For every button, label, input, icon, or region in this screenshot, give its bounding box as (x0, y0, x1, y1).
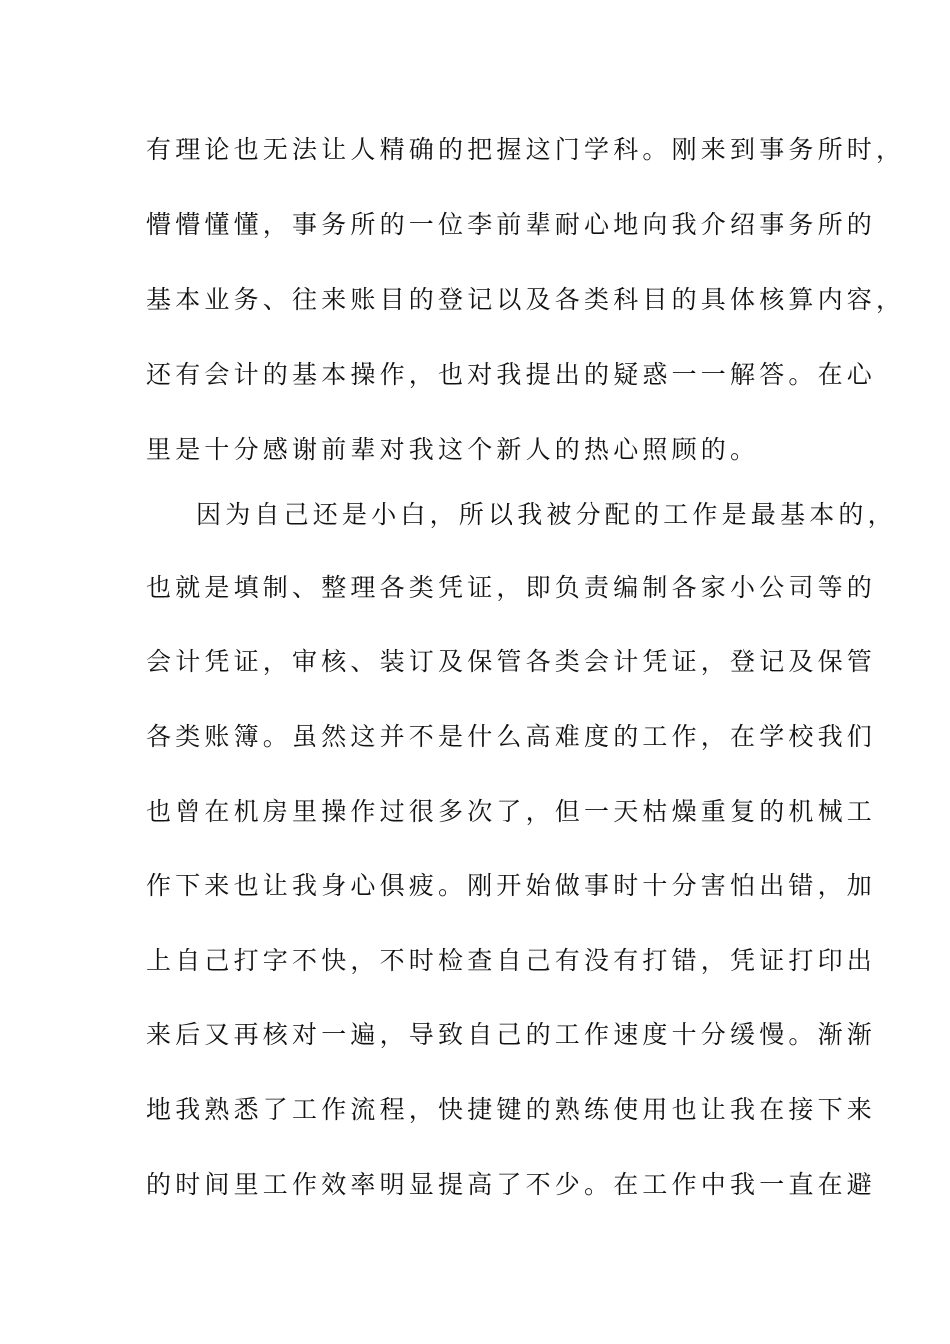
text-line: 的时间里工作效率明显提高了不少。在工作中我一直在避 (146, 1170, 877, 1199)
paragraph-first-line: 因为自己还是小白，所以我被分配的工作是最基本的， (196, 500, 897, 529)
text-line: 里是十分感谢前辈对我这个新人的热心照顾的。 (146, 435, 760, 464)
text-line: 也就是填制、整理各类凭证，即负责编制各家小公司等的 (146, 573, 877, 602)
text-line: 来后又再核对一遍，导致自己的工作速度十分缓慢。渐渐 (146, 1020, 877, 1049)
text-line: 还有会计的基本操作，也对我提出的疑惑一一解答。在心 (146, 360, 877, 389)
text-line: 地我熟悉了工作流程，快捷键的熟练使用也让我在接下来 (146, 1095, 877, 1124)
text-line: 上自己打字不快，不时检查自己有没有打错，凭证打印出 (146, 946, 877, 975)
text-line: 有理论也无法让人精确的把握这门学科。刚来到事务所时， (146, 135, 906, 164)
text-line: 基本业务、往来账目的登记以及各类科目的具体核算内容， (146, 285, 906, 314)
text-line: 各类账簿。虽然这并不是什么高难度的工作，在学校我们 (146, 722, 877, 751)
text-line: 作下来也让我身心俱疲。刚开始做事时十分害怕出错，加 (146, 871, 877, 900)
text-line: 懵懵懂懂，事务所的一位李前辈耐心地向我介绍事务所的 (146, 210, 877, 239)
text-line: 会计凭证，审核、装订及保管各类会计凭证，登记及保管 (146, 647, 877, 676)
text-line: 也曾在机房里操作过很多次了，但一天枯燥重复的机械工 (146, 797, 877, 826)
